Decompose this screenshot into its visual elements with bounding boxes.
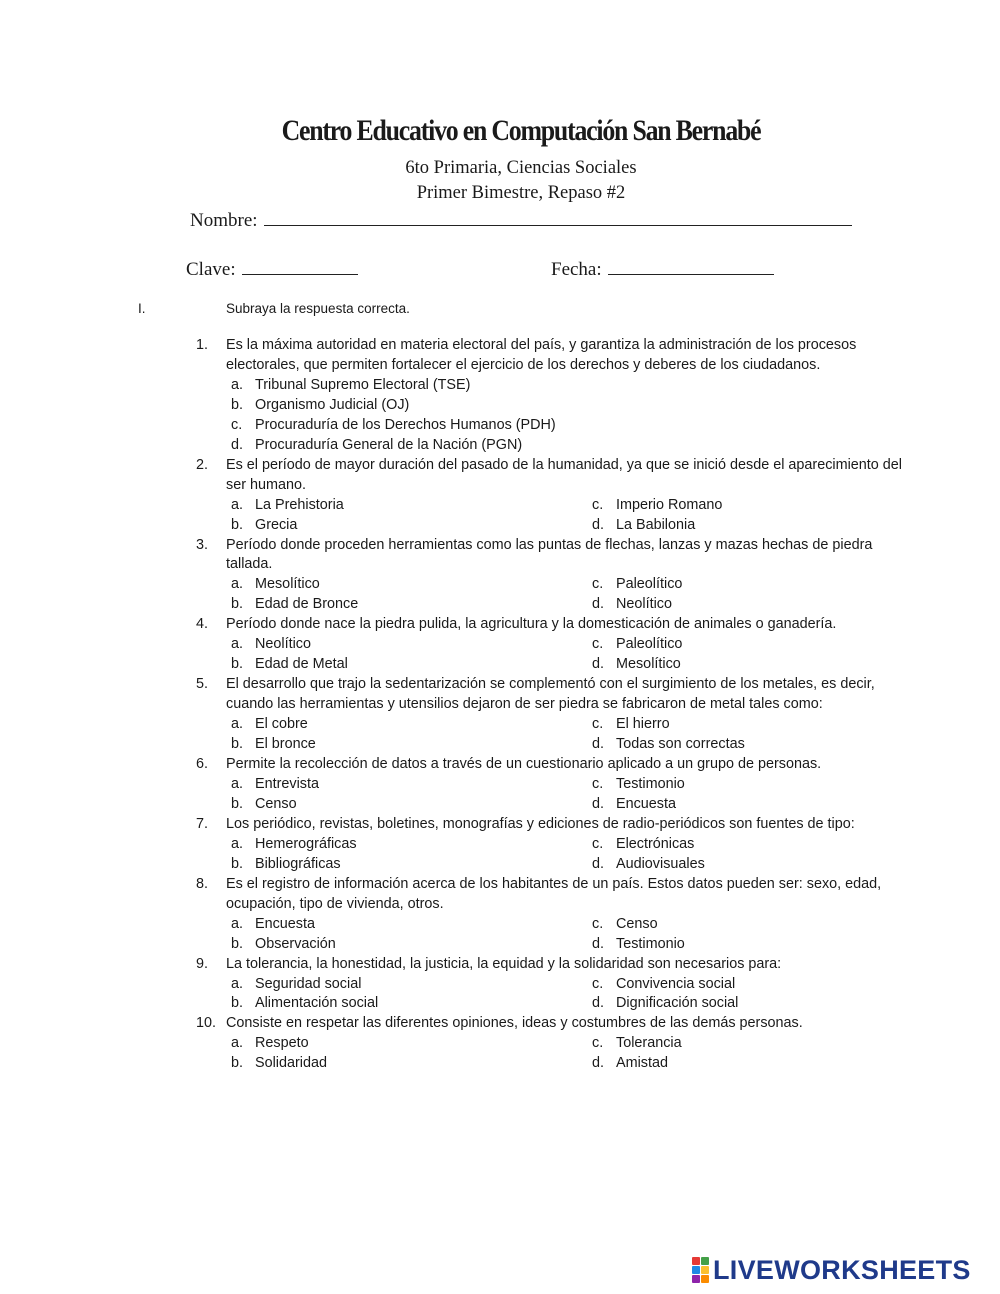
option-text: Imperio Romano (616, 496, 723, 513)
answer-options (226, 496, 916, 536)
question-text: La tolerancia, la honestidad, la justicia, la equidad y la solidaridad son necesarios para: (226, 955, 782, 972)
option-text: Grecia (255, 516, 298, 533)
option-letter: a. (231, 496, 244, 513)
clave-label: Clave: (186, 259, 236, 280)
logo-square (701, 1275, 709, 1283)
option-text: El bronce (255, 736, 316, 753)
logo-square (692, 1275, 700, 1283)
option-letter: b. (231, 995, 244, 1012)
school-title: Centro Educativo en Computación San Bernabé (281, 114, 761, 147)
question-number: 7. (196, 815, 209, 832)
option-text: Censo (255, 795, 297, 812)
answer-option[interactable] (587, 735, 887, 755)
question-text: Es la máxima autoridad en materia electoral del país, y garantiza la administración de los procesos electorales, que permiten fortalecer el ejercicio de los derechos y deberes de los ciudadanos. (226, 337, 857, 373)
answer-option[interactable] (587, 915, 887, 935)
clave-line[interactable] (242, 256, 358, 275)
option-text: Solidaridad (255, 1055, 328, 1072)
logo-square (701, 1266, 709, 1274)
option-letter: a. (231, 915, 244, 932)
answer-option[interactable] (226, 735, 587, 755)
option-text: Amistad (616, 1055, 668, 1072)
question-text: Los periódico, revistas, boletines, monografías y ediciones de radio-periódicos son fuentes de tipo: (226, 815, 855, 832)
option-letter: b. (231, 396, 244, 413)
option-text: Procuraduría de los Derechos Humanos (PDH) (255, 416, 556, 433)
liveworksheets-logo (692, 1255, 971, 1285)
answer-option[interactable] (587, 516, 887, 536)
option-letter: d. (592, 736, 605, 753)
option-text: Testimonio (616, 935, 685, 952)
question-number: 8. (196, 875, 209, 892)
option-letter: c. (592, 716, 604, 733)
answer-option[interactable] (587, 575, 887, 595)
option-text: Entrevista (255, 775, 319, 792)
clave-field[interactable] (186, 256, 358, 281)
option-letter: c. (592, 576, 604, 593)
answer-option[interactable] (587, 994, 887, 1014)
answer-options (226, 975, 916, 1015)
fecha-line[interactable] (608, 256, 774, 275)
question-item (196, 815, 916, 875)
answer-options (226, 775, 916, 815)
option-text: Paleolítico (616, 576, 683, 593)
question-item (196, 955, 916, 1015)
section-numeral: I. (138, 301, 146, 316)
question-item (196, 1014, 916, 1074)
answer-options (226, 1034, 916, 1074)
answer-option[interactable] (226, 715, 587, 735)
option-letter: d. (592, 935, 605, 952)
option-text: Alimentación social (255, 995, 379, 1012)
answer-option[interactable] (226, 935, 587, 955)
answer-option[interactable] (226, 496, 587, 516)
question-number: 6. (196, 756, 209, 773)
question-text: Período donde nace la piedra pulida, la agricultura y la domesticación de animales o ganadería. (226, 616, 837, 633)
option-letter: a. (231, 576, 244, 593)
answer-option[interactable] (226, 575, 587, 595)
section-instruction: Subraya la respuesta correcta. (226, 301, 410, 316)
option-text: Convivencia social (616, 975, 736, 992)
option-letter: d. (231, 436, 244, 453)
answer-option[interactable] (587, 795, 887, 815)
answer-option[interactable] (226, 635, 587, 655)
option-text: Procuraduría General de la Nación (PGN) (255, 436, 523, 453)
option-text: Respeto (255, 1035, 309, 1052)
question-number: 3. (196, 536, 209, 553)
answer-option[interactable] (587, 635, 887, 655)
answer-options (226, 915, 916, 955)
answer-option[interactable] (226, 994, 587, 1014)
option-letter: c. (592, 775, 604, 792)
question-number: 1. (196, 337, 209, 353)
question-text: El desarrollo que trajo la sedentarización se complementó con el surgimiento de los metales, es decir, cuando las herramientas y utensilios dejaron de ser piedra se fabricaron de metal tales como: (226, 676, 875, 713)
answer-option[interactable] (226, 1034, 587, 1054)
answer-option[interactable] (226, 795, 587, 815)
question-number: 2. (196, 456, 209, 473)
option-letter: b. (231, 795, 244, 812)
question-item (196, 456, 916, 536)
answer-option[interactable] (587, 855, 887, 875)
answer-option[interactable] (587, 975, 887, 995)
option-text: Censo (616, 915, 658, 932)
option-letter: a. (231, 376, 244, 393)
answer-option[interactable] (226, 915, 587, 935)
question-number: 10. (196, 1015, 217, 1032)
question-number: 5. (196, 676, 209, 693)
question-text: Es el registro de información acerca de los habitantes de un país. Estos datos pueden ser: sexo, edad, ocupación, tipo de vivienda, otros. (226, 875, 882, 912)
option-letter: c. (592, 975, 604, 992)
answer-option[interactable] (226, 595, 587, 615)
answer-options (226, 835, 916, 875)
answer-option[interactable] (587, 496, 887, 516)
answer-option[interactable] (587, 1054, 887, 1074)
option-letter: a. (231, 716, 244, 733)
option-letter: a. (231, 975, 244, 992)
review-subtitle: Primer Bimestre, Repaso #2 (416, 183, 626, 203)
option-text: Todas son correctas (616, 736, 745, 753)
question-text: Permite la recolección de datos a través de un cuestionario aplicado a un grupo de personas. (226, 756, 822, 773)
answer-option[interactable] (587, 715, 887, 735)
answer-option[interactable] (226, 516, 587, 536)
answer-option[interactable] (587, 935, 887, 955)
option-text: Edad de Bronce (255, 596, 359, 613)
option-letter: d. (592, 795, 605, 812)
question-list (196, 336, 916, 1074)
option-letter: d. (592, 995, 605, 1012)
answer-option[interactable] (226, 835, 587, 855)
option-text: Organismo Judicial (OJ) (255, 396, 410, 413)
option-text: La Babilonia (616, 516, 696, 533)
answer-option[interactable] (226, 1054, 587, 1074)
option-text: Electrónicas (616, 835, 695, 852)
option-letter: b. (231, 516, 244, 533)
question-item (196, 875, 916, 955)
option-letter: d. (592, 855, 605, 872)
option-text: Encuesta (255, 915, 316, 932)
option-letter: c. (231, 416, 243, 433)
option-text: Mesolítico (616, 656, 681, 673)
option-text: Dignificación social (616, 995, 739, 1012)
option-letter: b. (231, 596, 244, 613)
option-letter: c. (592, 915, 604, 932)
option-letter: a. (231, 636, 244, 653)
option-letter: b. (231, 935, 244, 952)
answer-option[interactable] (226, 655, 587, 675)
option-text: Edad de Metal (255, 656, 348, 673)
answer-option[interactable] (226, 975, 587, 995)
course-subtitle: 6to Primaria, Ciencias Sociales (405, 158, 637, 178)
option-text: Tolerancia (616, 1035, 682, 1052)
option-letter: c. (592, 496, 604, 513)
liveworksheets-mark-icon (692, 1257, 709, 1283)
question-text: Período donde proceden herramientas como las puntas de flechas, lanzas y mazas hechas de piedra tallada. (226, 536, 873, 573)
answer-options (226, 635, 916, 675)
question-number: 9. (196, 955, 209, 972)
logo-square (692, 1266, 700, 1274)
nombre-line[interactable] (264, 207, 852, 226)
option-letter: d. (592, 516, 605, 533)
logo-square (701, 1257, 709, 1265)
option-text: Bibliográficas (255, 855, 341, 872)
answer-options (226, 575, 916, 615)
question-item (196, 675, 916, 755)
brand-text: LIVEWORKSHEETS (713, 1254, 971, 1285)
answer-option[interactable] (226, 396, 887, 416)
option-letter: d. (592, 656, 605, 673)
logo-square (692, 1257, 700, 1265)
option-letter: c. (592, 636, 604, 653)
question-item (196, 336, 916, 456)
option-letter: a. (231, 1035, 244, 1052)
question-text: Consiste en respetar las diferentes opiniones, ideas y costumbres de las demás personas. (226, 1015, 803, 1032)
option-text: El cobre (255, 716, 308, 733)
fecha-field[interactable] (551, 256, 774, 281)
option-text: Seguridad social (255, 975, 362, 992)
option-text: La Prehistoria (255, 496, 344, 513)
option-text: Neolítico (255, 636, 311, 653)
option-letter: d. (592, 596, 605, 613)
option-letter: a. (231, 835, 244, 852)
option-letter: b. (231, 736, 244, 753)
option-letter: d. (592, 1055, 605, 1072)
option-text: Testimonio (616, 775, 685, 792)
question-text: Es el período de mayor duración del pasado de la humanidad, ya que se inició desde el aparecimiento del ser humano. (226, 456, 902, 493)
answer-options (226, 715, 916, 755)
option-text: Observación (255, 935, 336, 952)
option-text: Tribunal Supremo Electoral (TSE) (255, 376, 471, 393)
answer-option[interactable] (226, 436, 887, 456)
option-text: Paleolítico (616, 636, 683, 653)
option-text: Audiovisuales (616, 855, 705, 872)
answer-option[interactable] (587, 835, 887, 855)
answer-option[interactable] (226, 416, 887, 436)
fecha-label: Fecha: (551, 259, 602, 280)
answer-option[interactable] (226, 376, 887, 396)
option-text: Encuesta (616, 795, 677, 812)
option-text: El hierro (616, 716, 670, 733)
question-number: 4. (196, 616, 209, 633)
nombre-field[interactable] (190, 207, 852, 232)
question-item (196, 615, 916, 675)
question-item (196, 536, 916, 616)
option-letter: c. (592, 1035, 604, 1052)
option-letter: b. (231, 855, 244, 872)
question-item (196, 755, 916, 815)
option-letter: a. (231, 775, 244, 792)
answer-option[interactable] (226, 775, 587, 795)
answer-option[interactable] (587, 655, 887, 675)
option-letter: b. (231, 656, 244, 673)
option-text: Neolítico (616, 596, 672, 613)
answer-option[interactable] (226, 855, 587, 875)
option-letter: c. (592, 835, 604, 852)
option-text: Hemerográficas (255, 835, 357, 852)
answer-option[interactable] (587, 595, 887, 615)
option-letter: b. (231, 1055, 244, 1072)
answer-option[interactable] (587, 775, 887, 795)
option-text: Mesolítico (255, 576, 320, 593)
answer-options (226, 376, 916, 456)
nombre-label: Nombre: (190, 210, 258, 231)
answer-option[interactable] (587, 1034, 887, 1054)
